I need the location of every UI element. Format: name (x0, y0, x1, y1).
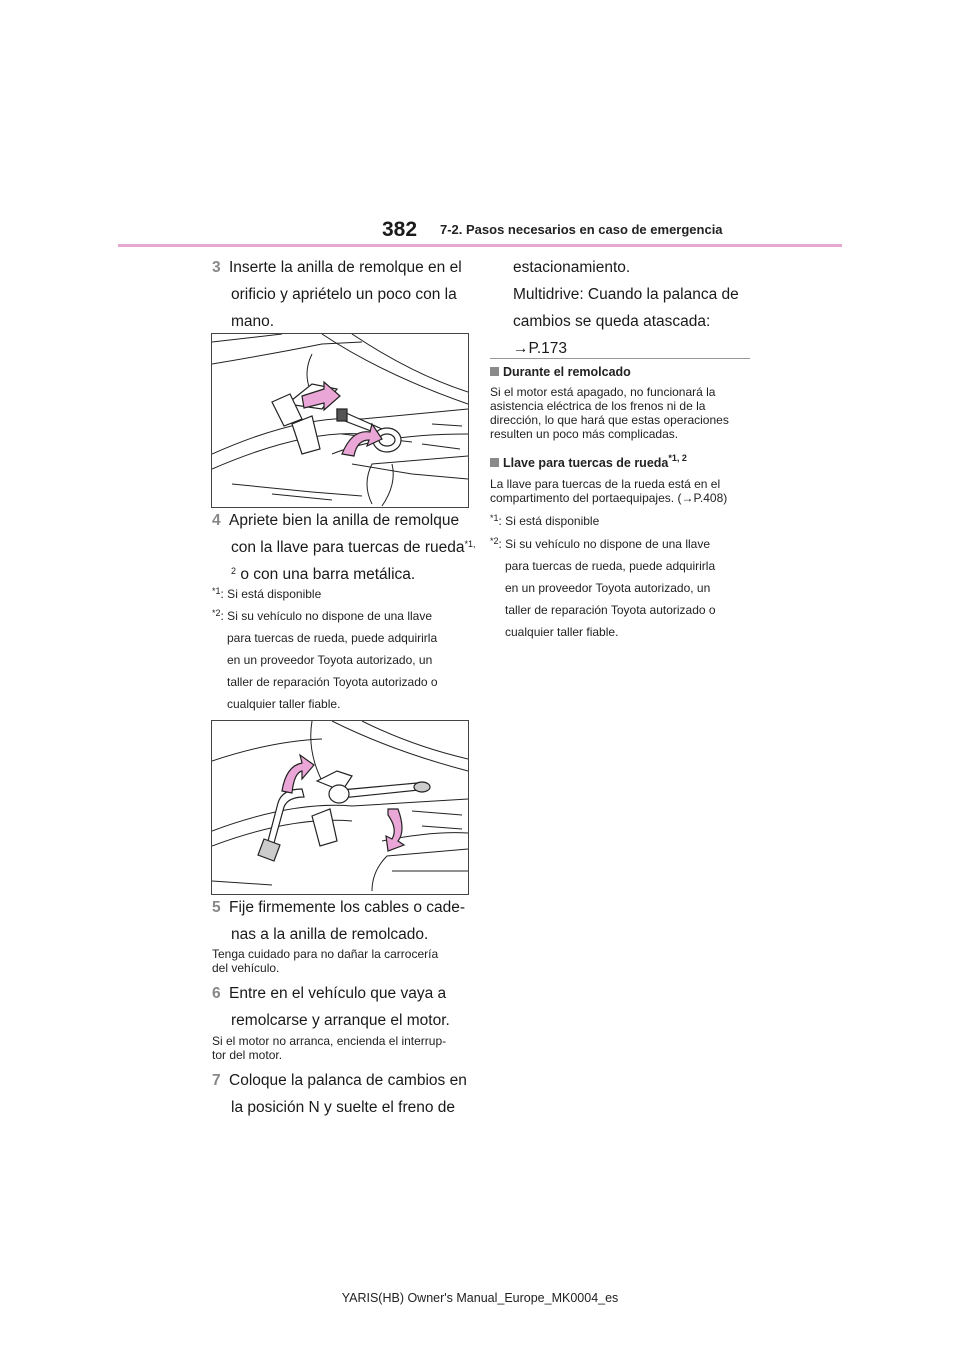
section-heading-towing (490, 365, 631, 379)
body-text: resulten un poco más complicadas. (490, 427, 679, 441)
footnote-1 (490, 510, 755, 532)
step-number: 6 (212, 985, 221, 1002)
body-text: La llave para tuercas de la rueda está en el (490, 477, 721, 491)
note-text: del vehículo. (212, 961, 280, 975)
step-text: Coloque la palanca de cambios en (229, 1072, 467, 1089)
figure-tow-eyelet-insert (211, 333, 469, 508)
body-text: asistencia eléctrica de los frenos ni de la (490, 399, 706, 413)
note-step-6 (212, 1034, 482, 1062)
footnote-ref: *1, 2 (668, 453, 687, 463)
square-bullet-icon (490, 367, 499, 376)
step-text: la posición N y suelte el freno de (231, 1099, 456, 1116)
step-text: nas a la anilla de remolcado. (231, 926, 429, 943)
step-text: estacionamiento. (513, 259, 631, 276)
footer-document-id: YARIS(HB) Owner's Manual_Europe_MK0004_es (341, 1291, 619, 1305)
note-text: Tenga cuidado para no dañar la carrocería (212, 947, 439, 961)
section-heading-text: Llave para tuercas de rueda (503, 456, 669, 470)
footnote-text: taller de reparación Toyota autorizado o (227, 675, 438, 689)
note-step-5 (212, 947, 482, 975)
footnote-mark: *1 (490, 513, 499, 523)
section-body-towing (490, 385, 755, 441)
note-text: Si el motor no arranca, encienda el interrup- (212, 1034, 447, 1048)
step-text: cambios se queda atascada: (513, 313, 711, 330)
body-text: compartimento del portaequipajes. (→P.408) (490, 491, 728, 505)
body-text: dirección, lo que hará que estas operaciones (490, 413, 729, 427)
body-text: Si el motor está apagado, no funcionará la (490, 385, 716, 399)
footnote-1 (212, 583, 482, 605)
footnote-ref: 2 (231, 566, 237, 576)
footnote-text: en un proveedor Toyota autorizado, un (505, 581, 711, 595)
step-text: Inserte la anilla de remolque en el (229, 259, 462, 276)
footnote-text: : Si su vehículo no dispone de una llave (220, 609, 432, 623)
figure-tighten-with-wrench (211, 720, 469, 895)
header-rule (118, 244, 842, 247)
step-text: orificio y apriételo un poco con la (231, 286, 457, 303)
footnote-text: cualquier taller fiable. (505, 625, 619, 639)
footnote-text: : Si su vehículo no dispone de una llave (498, 537, 710, 551)
section-heading-wrench (490, 453, 687, 470)
step-7-continued (513, 254, 753, 362)
footnote-text: taller de reparación Toyota autorizado o (505, 603, 716, 617)
step-3 (212, 254, 482, 335)
footnote-2 (212, 605, 482, 715)
page-reference: →P.173 (513, 340, 568, 357)
step-number: 3 (212, 259, 221, 276)
step-number: 7 (212, 1072, 221, 1089)
step-7 (212, 1067, 482, 1121)
footnote-text: cualquier taller fiable. (227, 697, 341, 711)
footnote-2 (490, 533, 755, 643)
step-number: 4 (212, 512, 221, 529)
step-5 (212, 894, 482, 948)
step-text: Multidrive: Cuando la palanca de (513, 286, 739, 303)
footnote-text: : Si está disponible (220, 587, 322, 601)
footnote-text: para tuercas de rueda, puede adquirirla (505, 559, 716, 573)
step-text: remolcarse y arranque el motor. (231, 1012, 450, 1029)
step-text: Entre en el vehículo que vaya a (229, 985, 447, 1002)
step-number: 5 (212, 899, 221, 916)
footnote-mark: *2 (490, 536, 499, 546)
step-text: Fije firmemente los cables o cade- (229, 899, 466, 916)
page-number: 382 (382, 218, 418, 241)
step-4 (212, 507, 482, 588)
footnote-text: en un proveedor Toyota autorizado, un (227, 653, 433, 667)
step-text: o con una barra metálica. (236, 566, 416, 583)
step-text: mano. (231, 313, 275, 330)
step-text: Apriete bien la anilla de remolque (229, 512, 460, 529)
step-text: con la llave para tuercas de rueda (231, 539, 465, 556)
footnote-mark: *1 (212, 586, 221, 596)
footnote-ref: *1, (464, 539, 476, 549)
step-6 (212, 980, 482, 1034)
note-text: tor del motor. (212, 1048, 283, 1062)
section-divider (490, 358, 750, 359)
footnote-text: : Si está disponible (498, 514, 600, 528)
footnote-mark: *2 (212, 608, 221, 618)
section-title: 7-2. Pasos necesarios en caso de emergencia (440, 222, 723, 237)
section-heading-text: Durante el remolcado (503, 365, 631, 379)
square-bullet-icon (490, 458, 499, 467)
section-body-wrench (490, 477, 755, 505)
footnote-text: para tuercas de rueda, puede adquirirla (227, 631, 438, 645)
